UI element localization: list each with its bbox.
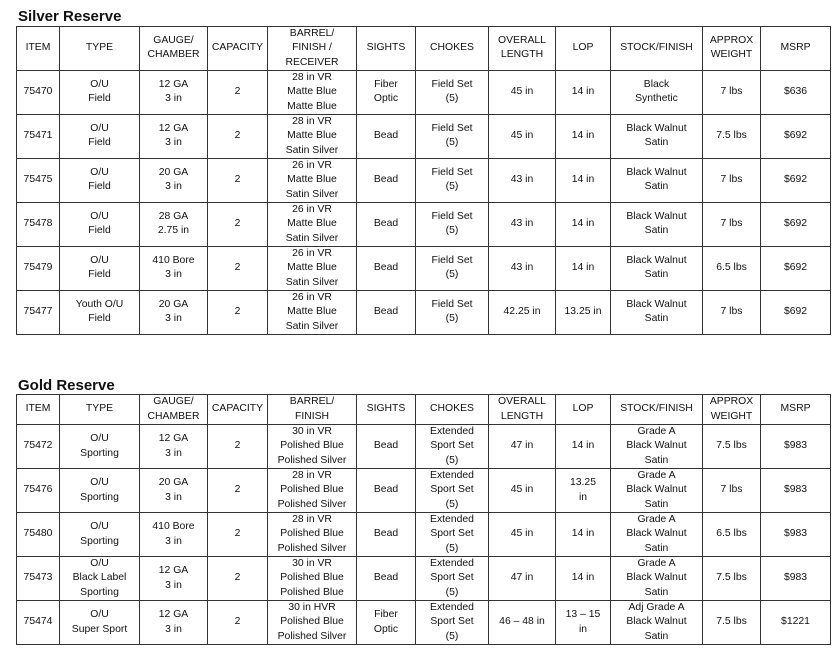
cell-sights: Bead (357, 202, 416, 246)
cell-msrp: $983 (761, 557, 831, 601)
cell-sights: Bead (357, 290, 416, 334)
column-header-barrel-finish: BARREL/ FINISH (268, 395, 357, 425)
column-header-gauge-chamber: GAUGE/ CHAMBER (140, 27, 208, 71)
cell-overall-length: 47 in (489, 425, 556, 469)
cell-overall-length: 43 in (489, 158, 556, 202)
column-header-msrp: MSRP (761, 395, 831, 425)
cell-item: 75471 (17, 114, 60, 158)
table-row (17, 246, 831, 290)
silver-reserve-table (16, 26, 831, 335)
column-header-approx-weight: APPROX WEIGHT (703, 395, 761, 425)
cell-gauge-chamber: 20 GA 3 in (140, 290, 208, 334)
cell-item: 75474 (17, 601, 60, 645)
cell-stock-finish: Adj Grade A Black Walnut Satin (611, 601, 703, 645)
cell-msrp: $692 (761, 114, 831, 158)
cell-lop: 14 in (556, 513, 611, 557)
cell-stock-finish: Black Walnut Satin (611, 114, 703, 158)
gold-reserve-table (16, 394, 831, 645)
cell-approx-weight: 7 lbs (703, 290, 761, 334)
cell-lop: 14 in (556, 70, 611, 114)
cell-approx-weight: 7.5 lbs (703, 114, 761, 158)
column-header-stock-finish: STOCK/FINISH (611, 395, 703, 425)
cell-msrp: $692 (761, 158, 831, 202)
cell-item: 75477 (17, 290, 60, 334)
cell-sights: Bead (357, 513, 416, 557)
column-header-lop: LOP (556, 395, 611, 425)
cell-overall-length: 47 in (489, 557, 556, 601)
cell-item: 75472 (17, 425, 60, 469)
cell-gauge-chamber: 12 GA 3 in (140, 557, 208, 601)
cell-sights: Bead (357, 425, 416, 469)
cell-lop: 14 in (556, 425, 611, 469)
cell-sights: Bead (357, 469, 416, 513)
cell-barrel-finish: 30 in VR Polished Blue Polished Silver (268, 425, 357, 469)
cell-sights: Fiber Optic (357, 70, 416, 114)
gold-reserve-title: Gold Reserve (18, 377, 115, 394)
cell-stock-finish: Grade A Black Walnut Satin (611, 557, 703, 601)
cell-chokes: Extended Sport Set (5) (416, 601, 489, 645)
cell-barrel-finish: 28 in VR Polished Blue Polished Silver (268, 469, 357, 513)
cell-msrp: $636 (761, 70, 831, 114)
cell-chokes: Field Set (5) (416, 70, 489, 114)
cell-capacity: 2 (208, 114, 268, 158)
cell-capacity: 2 (208, 246, 268, 290)
cell-lop: 14 in (556, 114, 611, 158)
cell-lop: 13.25 in (556, 290, 611, 334)
cell-stock-finish: Grade A Black Walnut Satin (611, 469, 703, 513)
cell-item: 75480 (17, 513, 60, 557)
cell-type: O/U Field (60, 70, 140, 114)
cell-chokes: Extended Sport Set (5) (416, 469, 489, 513)
cell-type: O/U Super Sport (60, 601, 140, 645)
cell-approx-weight: 7.5 lbs (703, 601, 761, 645)
cell-type: O/U Black Label Sporting (60, 557, 140, 601)
cell-gauge-chamber: 12 GA 3 in (140, 70, 208, 114)
cell-sights: Fiber Optic (357, 601, 416, 645)
cell-sights: Bead (357, 557, 416, 601)
cell-approx-weight: 7.5 lbs (703, 425, 761, 469)
cell-capacity: 2 (208, 469, 268, 513)
cell-overall-length: 45 in (489, 469, 556, 513)
cell-barrel-finish: 26 in VR Matte Blue Satin Silver (268, 290, 357, 334)
cell-barrel-finish: 30 in HVR Polished Blue Polished Silver (268, 601, 357, 645)
cell-approx-weight: 6.5 lbs (703, 513, 761, 557)
silver-reserve-title: Silver Reserve (18, 8, 122, 25)
column-header-sights: SIGHTS (357, 27, 416, 71)
column-header-approx-weight: APPROX WEIGHT (703, 27, 761, 71)
column-header-capacity: CAPACITY (208, 27, 268, 71)
cell-item: 75470 (17, 70, 60, 114)
cell-approx-weight: 7 lbs (703, 469, 761, 513)
cell-approx-weight: 7 lbs (703, 202, 761, 246)
cell-stock-finish: Grade A Black Walnut Satin (611, 425, 703, 469)
cell-gauge-chamber: 12 GA 3 in (140, 601, 208, 645)
cell-type: Youth O/U Field (60, 290, 140, 334)
table-row (17, 469, 831, 513)
column-header-type: TYPE (60, 27, 140, 71)
cell-overall-length: 43 in (489, 202, 556, 246)
cell-approx-weight: 7 lbs (703, 158, 761, 202)
cell-sights: Bead (357, 158, 416, 202)
cell-lop: 14 in (556, 246, 611, 290)
table-row (17, 601, 831, 645)
cell-capacity: 2 (208, 601, 268, 645)
column-header-lop: LOP (556, 27, 611, 71)
header-row (17, 27, 831, 71)
cell-overall-length: 45 in (489, 114, 556, 158)
cell-barrel-finish: 26 in VR Matte Blue Satin Silver (268, 202, 357, 246)
cell-gauge-chamber: 410 Bore 3 in (140, 513, 208, 557)
cell-item: 75478 (17, 202, 60, 246)
cell-sights: Bead (357, 246, 416, 290)
cell-chokes: Field Set (5) (416, 246, 489, 290)
cell-item: 75476 (17, 469, 60, 513)
table-row (17, 513, 831, 557)
cell-lop: 14 in (556, 557, 611, 601)
cell-approx-weight: 7.5 lbs (703, 557, 761, 601)
table-row (17, 202, 831, 246)
cell-chokes: Extended Sport Set (5) (416, 513, 489, 557)
cell-capacity: 2 (208, 290, 268, 334)
cell-capacity: 2 (208, 557, 268, 601)
cell-barrel-finish: 30 in VR Polished Blue Polished Blue (268, 557, 357, 601)
cell-type: O/U Sporting (60, 425, 140, 469)
cell-gauge-chamber: 20 GA 3 in (140, 158, 208, 202)
cell-type: O/U Field (60, 114, 140, 158)
column-header-chokes: CHOKES (416, 27, 489, 71)
cell-chokes: Extended Sport Set (5) (416, 425, 489, 469)
column-header-capacity: CAPACITY (208, 395, 268, 425)
cell-chokes: Field Set (5) (416, 114, 489, 158)
cell-chokes: Field Set (5) (416, 202, 489, 246)
cell-lop: 13 – 15 in (556, 601, 611, 645)
cell-barrel-finish: 28 in VR Polished Blue Polished Silver (268, 513, 357, 557)
cell-gauge-chamber: 12 GA 3 in (140, 114, 208, 158)
cell-approx-weight: 7 lbs (703, 70, 761, 114)
column-header-item: ITEM (17, 27, 60, 71)
cell-type: O/U Field (60, 158, 140, 202)
column-header-overall-length: OVERALL LENGTH (489, 395, 556, 425)
table-row (17, 158, 831, 202)
cell-item: 75473 (17, 557, 60, 601)
column-header-sights: SIGHTS (357, 395, 416, 425)
cell-stock-finish: Black Walnut Satin (611, 202, 703, 246)
table-row (17, 70, 831, 114)
column-header-item: ITEM (17, 395, 60, 425)
cell-gauge-chamber: 410 Bore 3 in (140, 246, 208, 290)
cell-msrp: $983 (761, 425, 831, 469)
cell-chokes: Field Set (5) (416, 158, 489, 202)
cell-lop: 13.25 in (556, 469, 611, 513)
cell-stock-finish: Black Walnut Satin (611, 158, 703, 202)
cell-barrel-finish: 26 in VR Matte Blue Satin Silver (268, 246, 357, 290)
cell-msrp: $692 (761, 246, 831, 290)
cell-gauge-chamber: 28 GA 2.75 in (140, 202, 208, 246)
header-row (17, 395, 831, 425)
cell-msrp: $983 (761, 513, 831, 557)
cell-msrp: $983 (761, 469, 831, 513)
cell-gauge-chamber: 12 GA 3 in (140, 425, 208, 469)
column-header-overall-length: OVERALL LENGTH (489, 27, 556, 71)
cell-chokes: Extended Sport Set (5) (416, 557, 489, 601)
cell-type: O/U Field (60, 246, 140, 290)
cell-capacity: 2 (208, 158, 268, 202)
cell-stock-finish: Black Walnut Satin (611, 290, 703, 334)
cell-stock-finish: Black Walnut Satin (611, 246, 703, 290)
table-row (17, 557, 831, 601)
cell-capacity: 2 (208, 202, 268, 246)
column-header-barrel-finish: BARREL/ FINISH / RECEIVER (268, 27, 357, 71)
cell-type: O/U Sporting (60, 469, 140, 513)
column-header-type: TYPE (60, 395, 140, 425)
cell-msrp: $692 (761, 290, 831, 334)
cell-capacity: 2 (208, 70, 268, 114)
cell-sights: Bead (357, 114, 416, 158)
cell-item: 75475 (17, 158, 60, 202)
cell-lop: 14 in (556, 158, 611, 202)
cell-gauge-chamber: 20 GA 3 in (140, 469, 208, 513)
cell-overall-length: 45 in (489, 513, 556, 557)
cell-type: O/U Sporting (60, 513, 140, 557)
column-header-stock-finish: STOCK/FINISH (611, 27, 703, 71)
cell-approx-weight: 6.5 lbs (703, 246, 761, 290)
cell-barrel-finish: 28 in VR Matte Blue Satin Silver (268, 114, 357, 158)
column-header-chokes: CHOKES (416, 395, 489, 425)
table-row (17, 425, 831, 469)
cell-barrel-finish: 28 in VR Matte Blue Matte Blue (268, 70, 357, 114)
cell-item: 75479 (17, 246, 60, 290)
column-header-msrp: MSRP (761, 27, 831, 71)
cell-chokes: Field Set (5) (416, 290, 489, 334)
cell-overall-length: 42.25 in (489, 290, 556, 334)
cell-stock-finish: Black Synthetic (611, 70, 703, 114)
cell-capacity: 2 (208, 513, 268, 557)
cell-overall-length: 46 – 48 in (489, 601, 556, 645)
cell-barrel-finish: 26 in VR Matte Blue Satin Silver (268, 158, 357, 202)
cell-capacity: 2 (208, 425, 268, 469)
cell-overall-length: 45 in (489, 70, 556, 114)
table-row (17, 114, 831, 158)
table-row (17, 290, 831, 334)
cell-overall-length: 43 in (489, 246, 556, 290)
cell-msrp: $1221 (761, 601, 831, 645)
cell-stock-finish: Grade A Black Walnut Satin (611, 513, 703, 557)
cell-msrp: $692 (761, 202, 831, 246)
cell-lop: 14 in (556, 202, 611, 246)
column-header-gauge-chamber: GAUGE/ CHAMBER (140, 395, 208, 425)
cell-type: O/U Field (60, 202, 140, 246)
